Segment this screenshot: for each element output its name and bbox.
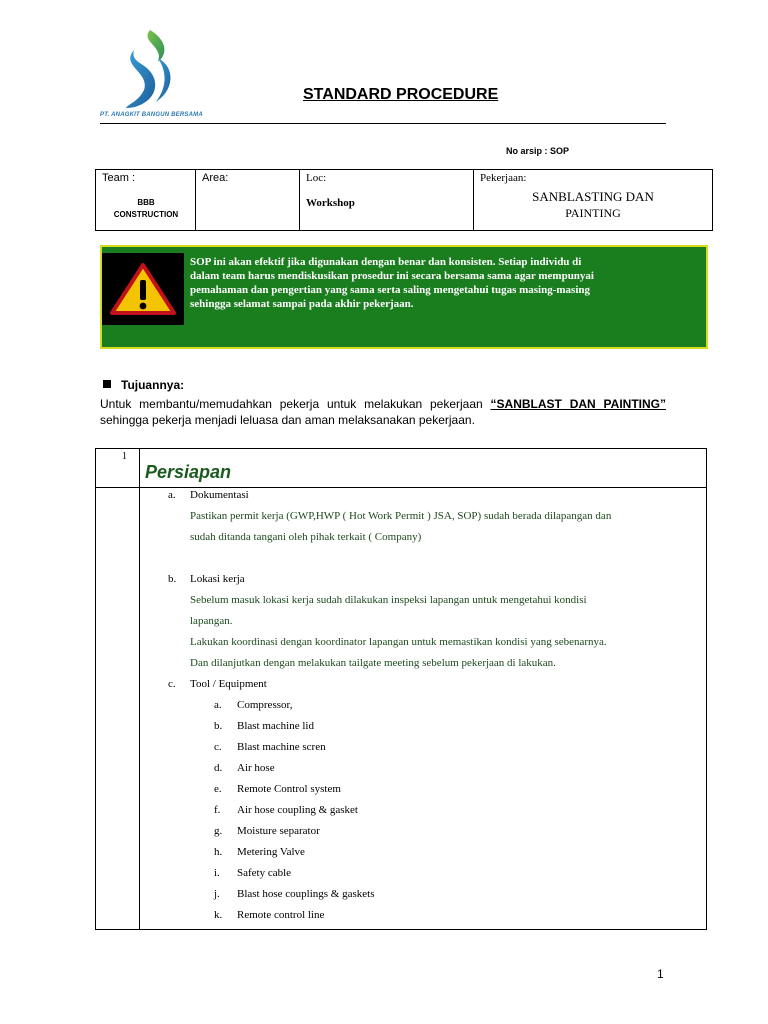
item-marker: a. bbox=[168, 489, 176, 501]
team-value bbox=[96, 197, 196, 221]
purpose-text-end: sehingga pekerja menjadi leluasa dan aman melaksanakan pekerjaan. bbox=[100, 413, 475, 427]
location-value: Workshop bbox=[306, 197, 355, 209]
archive-number: No arsip : SOP bbox=[506, 146, 570, 156]
job-value-line-1: SANBLASTING DAN bbox=[532, 189, 654, 204]
area-cell bbox=[196, 170, 300, 230]
subitem-marker: d. bbox=[214, 762, 223, 774]
subitem-marker: i. bbox=[214, 867, 220, 879]
subitem-marker: b. bbox=[214, 720, 223, 732]
warning-text bbox=[190, 255, 690, 311]
bullet-icon bbox=[103, 380, 111, 388]
subitem-marker: k. bbox=[214, 909, 223, 921]
item-line: Sebelum masuk lokasi kerja sudah dilakukan inspeksi lapangan untuk mengetahui kondisi bbox=[190, 594, 587, 606]
item-label: Tool / Equipment bbox=[190, 678, 267, 690]
team-cell bbox=[96, 170, 196, 230]
purpose-heading bbox=[103, 378, 184, 392]
procedure-table bbox=[95, 448, 707, 930]
company-logo bbox=[100, 28, 208, 124]
item-marker: b. bbox=[168, 573, 177, 585]
warning-line: pemahaman dan pengertian yang sama serta saling mengetahui tugas masing-masing bbox=[190, 284, 591, 296]
company-logo-icon bbox=[120, 28, 180, 110]
purpose-text-start: Untuk membantu/memudahkan pekerja untuk melakukan pekerjaan bbox=[100, 397, 491, 411]
subitem-marker: a. bbox=[214, 699, 222, 711]
area-label: Area: bbox=[202, 172, 229, 184]
equipment-item: Safety cable bbox=[237, 867, 292, 879]
item-line: Pastikan permit kerja (GWP,HWP ( Hot Work Permit ) JSA, SOP) sudah berada dilapangan dan bbox=[190, 510, 612, 522]
equipment-item: Remote Control system bbox=[237, 783, 341, 795]
job-label: Pekerjaan: bbox=[480, 172, 527, 184]
equipment-item: Metering Valve bbox=[237, 846, 305, 858]
header-divider bbox=[100, 123, 666, 124]
subitem-marker: j. bbox=[214, 888, 220, 900]
subitem-marker: c. bbox=[214, 741, 222, 753]
table-row-divider bbox=[96, 487, 706, 488]
equipment-item: Compressor, bbox=[237, 699, 293, 711]
warning-line: SOP ini akan efektif jika digunakan dengan benar dan konsisten. Setiap individu di bbox=[190, 256, 582, 268]
job-value-line-2: PAINTING bbox=[565, 206, 621, 220]
purpose-highlight: “SANBLAST DAN PAINTING” bbox=[490, 397, 666, 411]
subitem-marker: e. bbox=[214, 783, 222, 795]
item-line: Lakukan koordinasi dengan koordinator lapangan untuk memastikan kondisi yang sebenarnya. bbox=[190, 636, 607, 648]
subitem-marker: g. bbox=[214, 825, 223, 837]
warning-line: dalam team harus mendiskusikan prosedur ini secara bersama sama agar mempunyai bbox=[190, 270, 594, 282]
equipment-item: Blast hose couplings & gaskets bbox=[237, 888, 375, 900]
item-marker: c. bbox=[168, 678, 176, 690]
equipment-item: Blast machine scren bbox=[237, 741, 326, 753]
info-table bbox=[95, 169, 713, 231]
page-number: 1 bbox=[657, 967, 664, 981]
item-label: Lokasi kerja bbox=[190, 573, 245, 585]
warning-triangle-icon bbox=[109, 262, 177, 316]
equipment-item: Moisture separator bbox=[237, 825, 320, 837]
team-value-line-2: CONSTRUCTION bbox=[113, 210, 179, 219]
location-label: Loc: bbox=[306, 172, 327, 184]
item-line: Dan dilanjutkan dengan melakukan tailgate meeting sebelum pekerjaan di lakukan. bbox=[190, 657, 556, 669]
team-label: Team : bbox=[102, 172, 136, 184]
item-line: lapangan. bbox=[190, 615, 233, 627]
section-title: Persiapan bbox=[145, 462, 232, 482]
document-title: STANDARD PROCEDURE bbox=[303, 86, 499, 103]
subitem-marker: h. bbox=[214, 846, 223, 858]
warning-icon-container bbox=[102, 253, 184, 325]
item-line: sudah ditanda tangani oleh pihak terkait ( Company) bbox=[190, 531, 422, 543]
subitem-marker: f. bbox=[214, 804, 221, 816]
warning-box bbox=[100, 245, 708, 349]
team-value-line-1: BBB bbox=[137, 198, 155, 207]
table-column-divider bbox=[139, 449, 140, 929]
warning-line: sehingga selamat sampai pada akhir pekerjaan. bbox=[190, 298, 414, 310]
job-cell bbox=[474, 170, 712, 230]
purpose-paragraph bbox=[100, 396, 666, 428]
equipment-item: Air hose coupling & gasket bbox=[237, 804, 358, 816]
section-number: 1 bbox=[122, 451, 127, 462]
equipment-item: Air hose bbox=[237, 762, 275, 774]
purpose-heading-text: Tujuannya: bbox=[121, 378, 185, 392]
item-label: Dokumentasi bbox=[190, 489, 249, 501]
company-name: PT. ANAGKIT BANGUN BERSAMA bbox=[100, 112, 203, 118]
equipment-item: Remote control line bbox=[237, 909, 325, 921]
equipment-item: Blast machine lid bbox=[237, 720, 314, 732]
location-cell bbox=[300, 170, 474, 230]
